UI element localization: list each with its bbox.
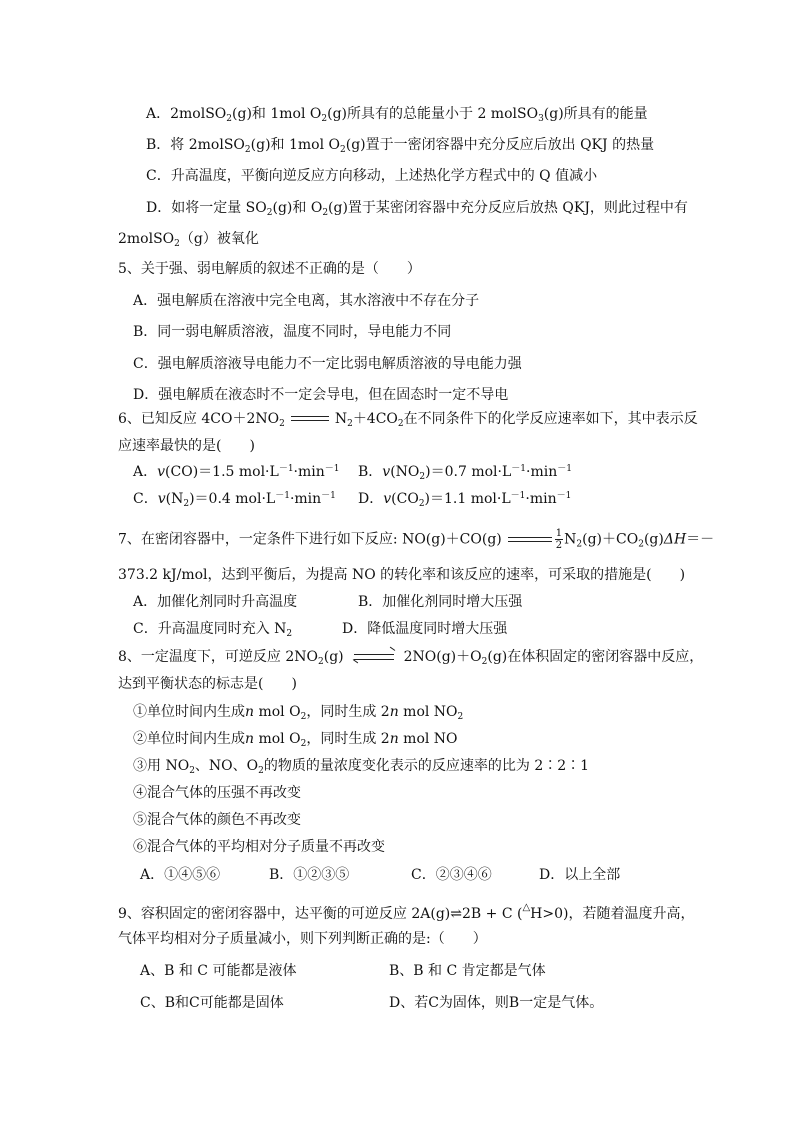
equilibrium-arrow-icon	[354, 652, 394, 662]
q7-option-d: D．降低温度同时增大压强	[342, 621, 508, 637]
q5-option-a: A．强电解质在溶液中完全电离，其水溶液中不存在分子	[133, 293, 480, 309]
q5-option-c: C．强电解质溶液导电能力不一定比弱电解质溶液的导电能力强	[133, 356, 522, 372]
q5-stem: 5、关于强、弱电解质的叙述不正确的是（ ）	[118, 261, 421, 277]
q9-option-b: B、B 和 C 肯定都是气体	[389, 963, 546, 979]
q6-option-c: C．$v(N_2)=0.4$ $mol\cdot L^{-1}\cdot\min^{-1}$	[133, 491, 336, 509]
q8-item-1: ①单位时间内生成n mol $O_2$，同时生成 2n mol $NO_2$	[133, 704, 464, 722]
q4-option-c: C．升高温度，平衡向逆反应方向移动，上述热化学方程式中的 Q 值减小	[146, 168, 598, 184]
q8-option-a: A．①④⑤⑥	[140, 867, 221, 883]
q8-option-c: C．②③④⑥	[411, 867, 492, 883]
q7-option-b: B．加催化剂同时增大压强	[358, 594, 523, 610]
q8-stem-cont: 达到平衡状态的标志是( )	[118, 676, 297, 692]
q9-option-d: D、若C为固体，则B一定是气体。	[389, 995, 604, 1011]
q4-option-d-cont: 2molSO$_2$（g）被氧化	[118, 231, 259, 249]
q6-stem: 6、已知反应 $4CO+2NO_2$ $N_2+4CO_2$在不同条件下的化学反应速率如下，其中表示反	[118, 411, 698, 429]
q7-stem-cont: 373.2 kJ/mol，达到平衡后，为提高 NO 的转化率和该反应的速率，可采取的措施是( )	[118, 567, 686, 583]
q8-item-2: ②单位时间内生成n mol $O_2$，同时生成 2n mol NO	[133, 731, 458, 749]
q6-option-b: B．$v(NO_2)=0.7$ $mol\cdot L^{-1}\cdot\min^{-1}$	[358, 464, 572, 482]
q6-option-d: D．$v(CO_2)=1.1$ $mol\cdot L^{-1}\cdot\min^{-1}$	[358, 491, 572, 509]
q9-stem: 9、容积固定的密闭容器中，达平衡的可逆反应 2A(g)⇌2B + C (△H>0)，若随着温度升高，	[118, 902, 695, 922]
reversible-arrow-icon	[508, 536, 552, 544]
q9-option-c: C、B和C可能都是固体	[140, 995, 284, 1011]
q6-option-a: A．v(CO)＝1.5 $mol\cdot L^{-1}\cdot\min^{-1}$	[133, 464, 340, 480]
q5-option-b: B．同一弱电解质溶液，温度不同时，导电能力不同	[133, 324, 452, 340]
equals-arrow-icon	[291, 415, 329, 423]
q4-option-a: A．2molSO$_2$(g)和 1mol $O_2(g)$所具有的总能量小于 2 molSO$_3$(g)所具有的能量	[146, 106, 648, 124]
q8-option-b: B．①②③⑤	[269, 867, 350, 883]
q9-stem-cont: 气体平均相对分子质量减小，则下列判断正确的是:（ ）	[118, 931, 487, 947]
q8-item-6: ⑥混合气体的平均相对分子质量不再改变	[133, 839, 385, 855]
q8-item-4: ④混合气体的压强不再改变	[133, 785, 301, 801]
q8-item-5: ⑤混合气体的颜色不再改变	[133, 812, 301, 828]
q8-stem: 8、一定温度下，可逆反应 $2NO_2(g)$ $2NO(g)+O_2(g)$在体积固定的密闭容器中反应，	[118, 649, 704, 667]
one-half-fraction: $\frac{1}{2}$	[555, 528, 563, 551]
q8-option-d: D．以上全部	[539, 867, 621, 883]
q6-stem-cont: 应速率最快的是( )	[118, 438, 255, 454]
q9-option-a: A、B 和 C 可能都是液体	[140, 963, 297, 979]
q7-stem: 7、在密闭容器中，一定条件下进行如下反应: NO(g)＋CO(g) $\frac{1}{2}$ $N_2(g)+CO_2(g)\Delta H=-$	[118, 528, 715, 551]
q4-option-b: B．将 2molSO$_2$(g)和 1mol $O_2(g)$置于一密闭容器中充分反应后放出 QKJ 的热量	[146, 137, 655, 155]
q5-option-d: D．强电解质在液态时不一定会导电，但在固态时一定不导电	[133, 387, 509, 403]
q7-option-a: A．加催化剂同时升高温度	[133, 594, 298, 610]
q4-option-d: D．如将一定量 $SO_2(g)$和 $O_2(g)$置于某密闭容器中充分反应后放热 QKJ，则此过程中有	[146, 200, 688, 218]
q8-item-3: ③用 $NO_2$、NO、$O_2$的物质的量浓度变化表示的反应速率的比为 2∶2∶1	[133, 758, 590, 776]
q7-option-c: C．升高温度同时充入 $N_2$	[133, 621, 293, 639]
